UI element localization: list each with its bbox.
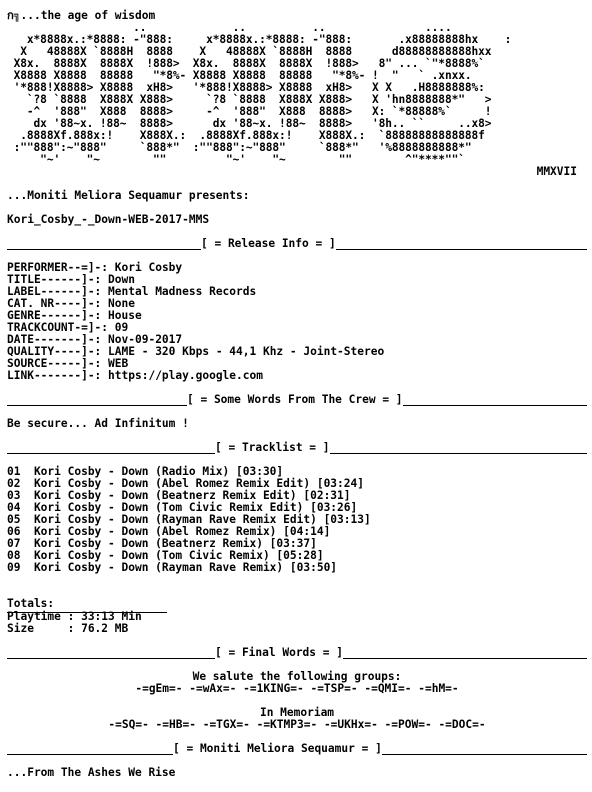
- ascii-logo-line: .. .. .. ....: [7, 21, 452, 34]
- track-row: 06 Kori Cosby - Down (Abel Romez Remix) [04:14]: [7, 525, 331, 538]
- ascii-logo-line: dx '88~x. !88~ 8888> dx '88~x. !88~ 8888> '8h.. `` ..x8>: [7, 117, 492, 130]
- release-info-value: LAME - 320 Kbps - 44,1 Khz - Joint-Stereo: [108, 345, 385, 358]
- ascii-logo-line: '*888!X8888> X8888 xH8> '*888!X8888> X8888 xH8> X X .H8888888%:: [7, 81, 485, 94]
- ascii-logo-line: X8x. 8888X 8888X !888> X8x. 8888X 8888X !888> 8" ... `"*8888%`: [7, 57, 485, 70]
- release-info-key: GENRE------]-:: [7, 309, 102, 322]
- release-info-key: PERFORMER--=]-:: [7, 261, 109, 274]
- section-title: [ = Release Info = ]: [201, 237, 336, 250]
- release-info-key: TRACKCOUNT-=]-:: [7, 321, 109, 334]
- section-header-group-footer: [7, 743, 587, 755]
- salute-line: We salute the following groups:: [192, 670, 402, 683]
- section-header-crew-words: [7, 394, 587, 406]
- section-title: [ = Final Words = ]: [215, 646, 343, 659]
- track-row: 08 Kori Cosby - Down (Tom Civic Remix) [05:28]: [7, 549, 324, 562]
- release-info-key: TITLE------]-:: [7, 273, 102, 286]
- totals-playtime: Playtime : 33:13 Min: [7, 610, 142, 623]
- section-header-tracklist: [7, 442, 587, 454]
- ascii-logo-line: -^ '888" X888 8888> -^ '888" X888 8888> X: `*88888%` !: [7, 105, 492, 118]
- release-info-value: 09: [114, 321, 129, 334]
- track-row: 07 Kori Cosby - Down (Beatnerz Remix) [03:37]: [7, 537, 317, 550]
- release-info-value: Mental Madness Records: [108, 285, 257, 298]
- release-info-value: Down: [108, 273, 135, 286]
- nfo-document: [7, 10, 587, 779]
- release-info-value: https://play.google.com: [108, 369, 263, 382]
- ascii-logo-line: `?8 `8888 X888X X888> `?8 `8888 X888X X888> X 'hn8888888*" >: [7, 93, 492, 106]
- tracklist: [7, 466, 587, 574]
- track-row: 03 Kori Cosby - Down (Beatnerz Remix Edit) [02:31]: [7, 489, 351, 502]
- release-info-list: [7, 262, 587, 382]
- ascii-logo-line: .8888Xf.888x:! X888X.: .8888Xf.888x:! X888X.: `88888888888888f: [7, 129, 485, 142]
- ascii-logo: [7, 22, 587, 166]
- art-year: MMXVII: [536, 165, 577, 178]
- track-row: 02 Kori Cosby - Down (Abel Romez Remix Edit) [03:24]: [7, 477, 364, 490]
- release-name: Kori_Cosby_-_Down-WEB-2017-MMS: [7, 213, 210, 226]
- crew-message: Be secure... Ad Infinitum !: [7, 417, 189, 430]
- release-info-key: LABEL------]-:: [7, 285, 102, 298]
- memoriam-heading: In Memoriam: [259, 706, 335, 719]
- release-info-value: Kori Cosby: [114, 261, 183, 274]
- release-info-row: [7, 370, 587, 382]
- track-row: 09 Kori Cosby - Down (Rayman Rave Remix) [03:50]: [7, 561, 338, 574]
- ascii-logo-line: "~' "~ "" "~' "~ "" ^"****""`: [7, 153, 465, 166]
- track-row: 04 Kori Cosby - Down (Tom Civic Remix Edit) [03:26]: [7, 501, 358, 514]
- totals-size: Size : 76.2 MB: [7, 622, 129, 635]
- release-info-key: SOURCE-----]-:: [7, 357, 102, 370]
- track-row: 05 Kori Cosby - Down (Rayman Rave Remix Edit) [03:13]: [7, 513, 371, 526]
- release-info-value: WEB: [108, 357, 129, 370]
- release-info-key: QUALITY----]-:: [7, 345, 102, 358]
- section-title: [ = Tracklist = ]: [215, 441, 330, 454]
- salute-groups: -=gEm=- -=wAx=- -=1KING=- -=TSP=- -=QMI=- -=hM=-: [135, 682, 459, 695]
- release-info-key: CAT. NR----]-:: [7, 297, 102, 310]
- section-header-final-words: [7, 647, 587, 659]
- section-title: [ = Moniti Meliora Sequamur = ]: [173, 742, 382, 755]
- presents-line: ...Moniti Meliora Sequamur presents:: [7, 189, 250, 202]
- section-header-release-info: [7, 238, 587, 250]
- release-info-key: LINK-------]-:: [7, 369, 102, 382]
- memoriam-groups: -=SQ=- -=HB=- -=TGX=- -=KTMP3=- -=UKHx=- -=POW=- -=DOC=-: [108, 718, 486, 731]
- release-info-value: Nov-09-2017: [108, 333, 183, 346]
- totals-heading: Totals:: [7, 597, 55, 610]
- release-info-key: DATE-------]-:: [7, 333, 102, 346]
- track-row: 01 Kori Cosby - Down (Radio Mix) [03:30]: [7, 465, 284, 478]
- section-title: [ = Some Words From The Crew = ]: [187, 393, 403, 406]
- ascii-logo-line: X8888 X8888 88888 "*8%- X8888 X8888 88888 "*8%- ! " ` .xnxx.: [7, 69, 472, 82]
- release-info-value: None: [108, 297, 135, 310]
- ascii-logo-line: X 48888X `8888H 8888 X 48888X `8888H 8888 d88888888888hxx: [7, 45, 492, 58]
- intro-line: ก╗...the age of wisdom: [7, 9, 156, 22]
- ascii-logo-line: :""888":~"888" `888*" :""888":~"888" `888*" '%8888888888*": [7, 141, 472, 154]
- ascii-logo-line: x*8888x.:*8888: -"888: x*8888x.:*8888: -"888: .x88888888hx :: [7, 33, 512, 46]
- outro-line: ...From The Ashes We Rise: [7, 766, 176, 779]
- release-info-value: House: [108, 309, 142, 322]
